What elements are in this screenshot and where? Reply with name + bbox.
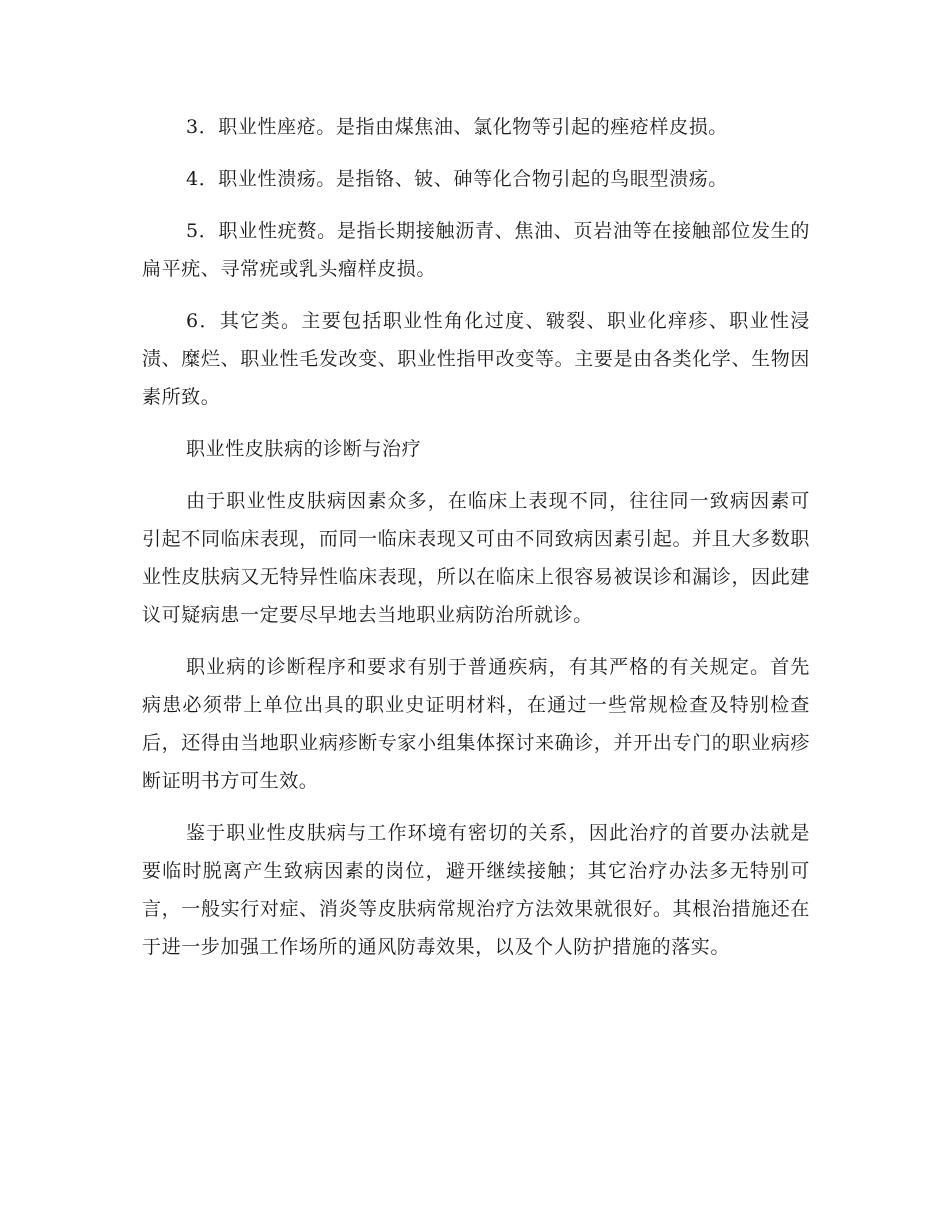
paragraph-acne: 3．职业性座疮。是指由煤焦油、氯化物等引起的痤疮样皮损。 [186,116,728,138]
paragraph-ulcer: 4．职业性溃疡。是指铬、铍、砷等化合物引起的鸟眼型溃疡。 [186,168,728,190]
paragraph-diagnosis-procedure: 职业病的诊断程序和要求有别于普通疾病，有其严格的有关规定。首先病患必须带上单位出具的职业史证明材料，在通过一些常规检查及特别检查后，还得由当地职业病疹断专家小组集体探讨来确诊，并开出专门的职业病疹断证明书方可生效。 [142,656,810,792]
paragraph-treatment: 鉴于职业性皮肤病与工作环境有密切的关系，因此治疗的首要办法就是要临时脱离产生致病因素的岗位，避开继续接触；其它治疗办法多无特别可言，一般实行对症、消炎等皮肤病常规治疗方法效果就很好。其根治措施还在于进一步加强工作场所的通风防毒效果，以及个人防护措施的落实。 [142,822,810,958]
section-title: 职业性皮肤病的诊断与治疗 [186,438,422,460]
paragraph-wart: 5．职业性疣赘。是指长期接触沥青、焦油、页岩油等在接触部位发生的扁平疣、寻常疣或乳头瘤样皮损。 [142,220,810,280]
document-body [142,108,810,980]
paragraph-diagnosis-intro: 由于职业性皮肤病因素众多，在临床上表现不同，往往同一致病因素可引起不同临床表现，而同一临床表现又可由不同致病因素引起。并且大多数职业性皮肤病又无特异性临床表现，所以在临床上很容易被误诊和漏诊，因此建议可疑病患一定要尽早地去当地职业病防治所就诊。 [142,490,810,626]
paragraph-other: 6．其它类。主要包括职业性角化过度、皲裂、职业化痒疹、职业性浸渍、糜烂、职业性毛发改变、职业性指甲改变等。主要是由各类化学、生物因素所致。 [142,310,810,408]
